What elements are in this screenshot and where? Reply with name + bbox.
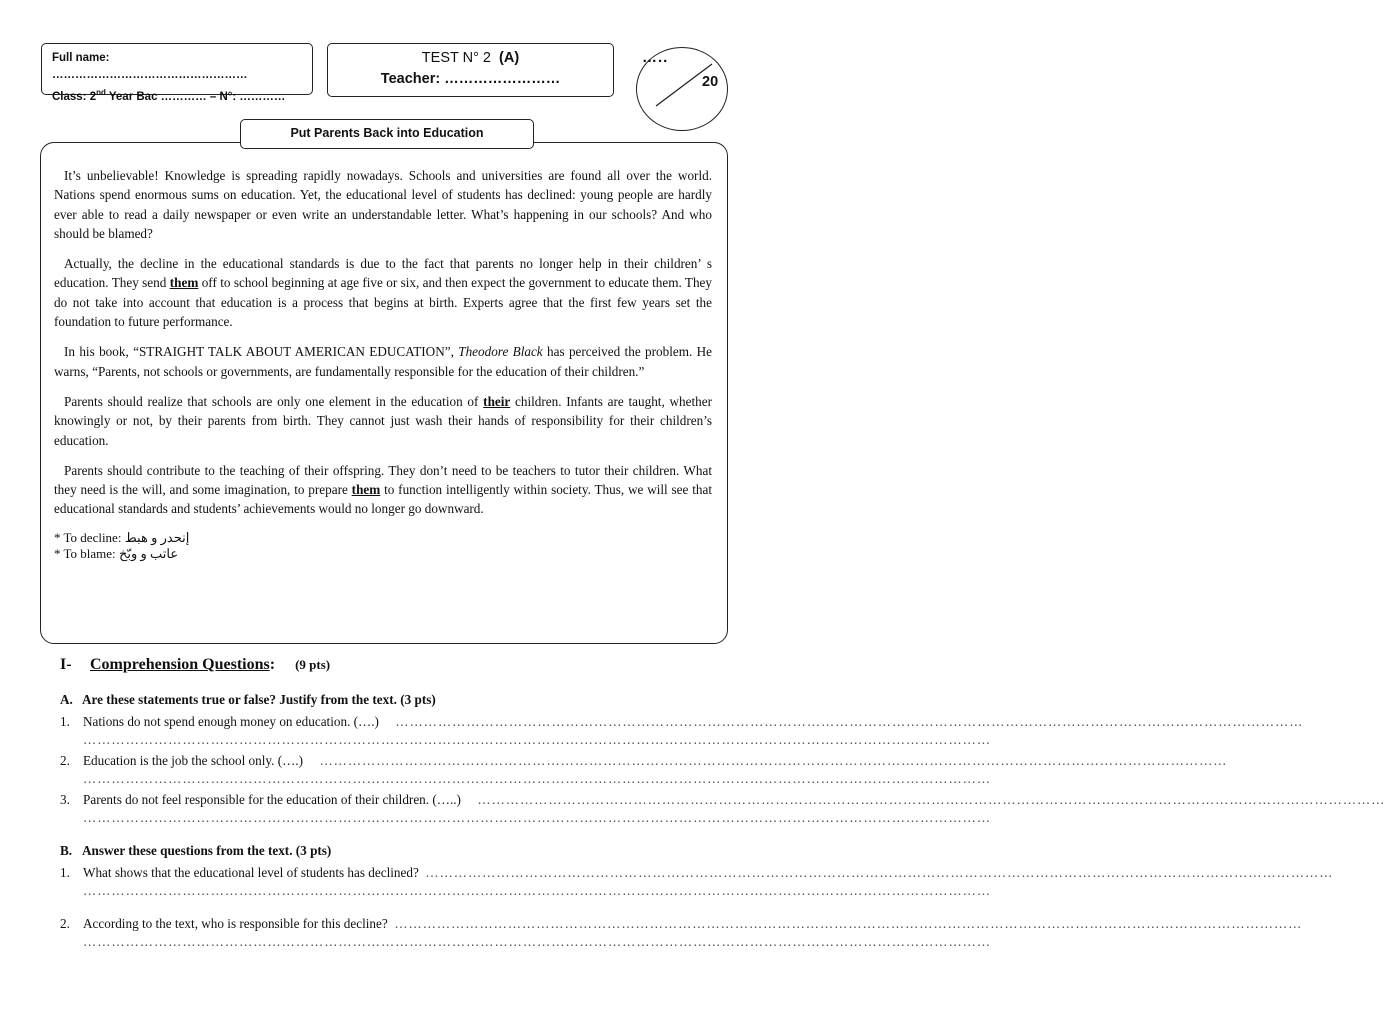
test-title-line [328, 48, 613, 69]
glossary-item-decline: * To decline: إنحدر و هبط [54, 529, 190, 545]
paragraph-3-text-b: has perceived the problem. He warns, “Parents, not schools or governments, are fundamentally responsible for the education of their children.” [54, 344, 713, 379]
glossary [54, 530, 712, 562]
paragraph-5-text-b: to function intelligently within society. Thus, we will see that educational standards and students’ achievements would no longer go downward. [54, 482, 713, 517]
paragraph-5-text-a: Parents should contribute to the teaching of their offspring. They don’t need to be teachers to tutor their children. What they need is the will, and some imagination, to prepare [54, 462, 712, 498]
question-a1 [60, 712, 1304, 731]
student-info-box [41, 43, 313, 103]
class-superscript: nd [96, 88, 106, 97]
class-field[interactable] [52, 84, 302, 106]
part-a-title: Are these statements true or false? Justify from the text. (3 pts) [82, 692, 436, 707]
paragraph-3-text-a: In his book, “STRAIGHT TALK ABOUT AMERICAN EDUCATION”, [64, 344, 459, 360]
questions-section [60, 656, 1385, 953]
class-suffix: Year Bac ………… – N°: ………… [105, 90, 286, 103]
answer-line[interactable]: ………………………………………………………………………………………………………………………………………………………………………… [394, 916, 1303, 931]
question-number: 2. [60, 753, 70, 768]
question-text: What shows that the educational level of students has declined? [83, 865, 426, 880]
part-a-letter: A. [60, 692, 73, 707]
section-points: (9 pts) [295, 657, 331, 672]
underlined-word-their: their [483, 393, 511, 409]
paragraph-3 [54, 342, 712, 381]
reading-passage [54, 166, 712, 562]
question-text: Education is the job the school only. (….) [83, 753, 320, 768]
author-name: Theodore Black [458, 344, 543, 360]
question-text: According to the text, who is responsible for this decline? [83, 916, 395, 931]
section-title: Comprehension Questions [90, 656, 270, 673]
test-variant: (A) [499, 50, 520, 66]
section-number: I- [60, 656, 72, 673]
underlined-word-them-2: them [351, 482, 381, 498]
test-title: TEST N° 2 [421, 50, 491, 66]
class-prefix: Class: 2 [52, 90, 97, 103]
paragraph-4-text-a: Parents should realize that schools are only one element in the education of [64, 393, 484, 409]
underlined-word-them-1: them [169, 275, 199, 291]
paragraph-4-text-b: children. Infants are taught, whether knowingly or not, by their parents from birth. They cannot just wash their hands of responsibility for their children’s education. [54, 393, 712, 448]
question-text: Parents do not feel responsible for the education of their children. (…..) [83, 792, 478, 807]
part-b-letter: B. [60, 843, 73, 858]
question-number: 2. [60, 916, 70, 931]
part-b-title: Answer these questions from the text. (3 pts) [82, 843, 332, 858]
test-header-box [327, 43, 614, 97]
section-title-colon: : [269, 656, 276, 673]
teacher-field[interactable]: Teacher: …………………… [380, 71, 561, 87]
answer-line[interactable]: ………………………………………………………………………………………………………………………………………………………………………… [83, 810, 991, 825]
score-value-field[interactable]: ….. [642, 49, 669, 66]
answer-line[interactable]: ………………………………………………………………………………………………………………………………………………………………………… [395, 714, 1304, 729]
part-b-heading [60, 843, 722, 863]
paragraph-2 [54, 254, 712, 331]
answer-line[interactable]: ………………………………………………………………………………………………………………………………………………………………………… [83, 732, 991, 747]
question-text: Nations do not spend enough money on education. (….) [83, 714, 396, 729]
answer-line[interactable]: ………………………………………………………………………………………………………………………………………………………………………… [83, 771, 991, 786]
score-total: 20 [702, 74, 719, 90]
paragraph-4 [54, 392, 712, 450]
answer-line[interactable]: ………………………………………………………………………………………………………………………………………………………………………… [477, 792, 1385, 807]
passage-title: Put Parents Back into Education [240, 119, 534, 149]
question-b2 [60, 914, 1303, 933]
full-name-field[interactable]: Full name: …………………………………………… [52, 52, 248, 81]
part-a-heading [60, 692, 722, 712]
answer-line[interactable]: ………………………………………………………………………………………………………………………………………………………………………… [83, 934, 991, 949]
question-number: 3. [60, 792, 70, 807]
answer-line[interactable]: ………………………………………………………………………………………………………………………………………………………………………… [319, 753, 1228, 768]
paragraph-2-text-a: Actually, the decline in the educational standards is due to the fact that parents no longer help in their children’ s education. They send [54, 256, 712, 291]
question-a2 [60, 751, 1228, 770]
question-number: 1. [60, 865, 70, 880]
glossary-item-blame: * To blame: عاتب و وبّخ [54, 545, 179, 561]
answer-line[interactable]: ………………………………………………………………………………………………………………………………………………………………………… [83, 883, 991, 898]
answer-line[interactable]: ………………………………………………………………………………………………………………………………………………………………………… [425, 865, 1334, 880]
paragraph-1: It’s unbelievable! Knowledge is spreading rapidly nowadays. Schools and universities are found all over the world. Nations spend enormous sums on education. Yet, the educational level of students has declined: young people are hardly ever able to read a daily newspaper or even write an understandable letter. What’s happening in our schools? And who should be blamed? [54, 168, 712, 241]
section-heading [60, 656, 722, 682]
question-b1 [60, 863, 1334, 882]
paragraph-2-text-b: off to school beginning at age five or six, and then expect the government to educate them. They do not take into account that education is a process that begins at birth. Experts agree that the first few years set the foundation to future performance. [54, 275, 712, 330]
question-number: 1. [60, 714, 70, 729]
question-a3 [60, 790, 1385, 809]
paragraph-5 [54, 461, 712, 519]
